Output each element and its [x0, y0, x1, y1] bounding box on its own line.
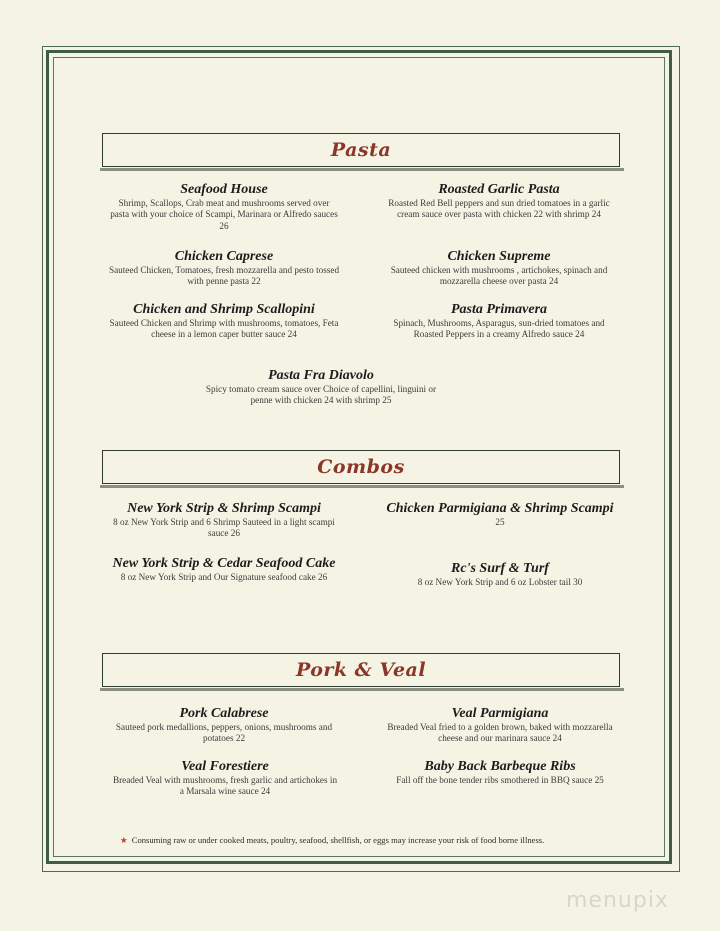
- menu-item-chicken-parmigiana-shrimp-scampi: [384, 500, 616, 528]
- menu-item-veal-forestiere: [112, 758, 338, 798]
- item-name: Chicken and Shrimp Scallopini: [133, 302, 315, 317]
- section-title-pork-veal: Pork & Veal: [295, 659, 427, 681]
- asterisk-icon: ★: [120, 835, 128, 845]
- section-title-combos: Combos: [317, 456, 405, 478]
- item-name: Rc's Surf & Turf: [451, 561, 549, 576]
- item-name: Veal Parmigiana: [451, 706, 549, 721]
- item-description: Breaded Veal with mushrooms, fresh garlic and artichokes in a Marsala wine sauce 24: [112, 775, 338, 797]
- section-title-pasta: Pasta: [330, 139, 392, 161]
- item-name: Seafood House: [180, 182, 268, 197]
- menu-item-veal-parmigiana: [384, 705, 616, 745]
- item-name: Chicken Caprese: [174, 249, 274, 264]
- menu-item-pork-calabrese: [108, 705, 340, 745]
- menu-item-chicken-supreme: [380, 248, 618, 288]
- item-description: Spicy tomato cream sauce over Choice of capellini, linguini or penne with chicken 24 with shrimp 25: [205, 384, 437, 406]
- menu-item-pasta-fra-diavolo: [205, 367, 437, 407]
- item-description: 25: [495, 517, 505, 527]
- menu-item-pasta-primavera: [380, 301, 618, 341]
- item-description: 8 oz New York Strip and 6 oz Lobster tail 30: [417, 577, 583, 587]
- menu-item-rcs-surf-turf: [384, 560, 616, 588]
- section-banner-combos: [102, 450, 620, 484]
- section-banner-pork-veal: [102, 653, 620, 687]
- item-description: Shrimp, Scallops, Crab meat and mushrooms served over pasta with your choice of Scampi, Marinara or Alfredo sauces 26: [110, 198, 338, 231]
- item-name: Veal Forestiere: [181, 759, 269, 774]
- item-name: Chicken Parmigiana & Shrimp Scampi: [386, 501, 614, 516]
- item-name: Pasta Fra Diavolo: [268, 368, 374, 383]
- item-name: Pork Calabrese: [179, 706, 269, 721]
- item-description: Fall off the bone tender ribs smothered in BBQ sauce 25: [396, 775, 604, 785]
- item-name: New York Strip & Shrimp Scampi: [127, 501, 321, 516]
- item-description: Spinach, Mushrooms, Asparagus, sun-dried tomatoes and Roasted Peppers in a creamy Alfredo sauce 24: [393, 318, 605, 340]
- item-description: Sauteed pork medallions, peppers, onions, mushrooms and potatoes 22: [115, 722, 333, 744]
- menu-item-chicken-caprese: [108, 248, 340, 288]
- item-description: 8 oz New York Strip and Our Signature seafood cake 26: [120, 572, 328, 582]
- menu-item-roasted-garlic-pasta: [380, 181, 618, 221]
- item-description: Sauteed Chicken and Shrimp with mushrooms, tomatoes, Feta cheese in a lemon caper butter sauce 24: [109, 318, 339, 340]
- menu-item-ny-strip-cedar-seafood-cake: [108, 555, 340, 583]
- item-description: Sauteed Chicken, Tomatoes, fresh mozzarella and pesto tossed with penne pasta 22: [108, 265, 340, 287]
- menu-item-baby-back-ribs: [384, 758, 616, 786]
- item-description: Breaded Veal fried to a golden brown, baked with mozzarella cheese and our marinara sauce 24: [387, 722, 613, 744]
- item-name: Baby Back Barbeque Ribs: [424, 759, 576, 774]
- item-description: Roasted Red Bell peppers and sun dried tomatoes in a garlic cream sauce over pasta with chicken 22 with shrimp 24: [388, 198, 610, 220]
- watermark: menupix: [566, 888, 669, 913]
- item-name: Chicken Supreme: [447, 249, 551, 264]
- item-name: Roasted Garlic Pasta: [438, 182, 560, 197]
- menu-item-ny-strip-shrimp-scampi: [104, 500, 344, 540]
- section-banner-pasta: [102, 133, 620, 167]
- item-description: Sauteed chicken with mushrooms , artichokes, spinach and mozzarella cheese over pasta 24: [390, 265, 608, 287]
- item-name: Pasta Primavera: [450, 302, 548, 317]
- menu-item-chicken-shrimp-scallopini: [104, 301, 344, 341]
- food-safety-notice: [120, 835, 600, 846]
- notice-text: Consuming raw or under cooked meats, poultry, seafood, shellfish, or eggs may increase your risk of food borne illness.: [131, 835, 545, 845]
- item-description: 8 oz New York Strip and 6 Shrimp Sauteed in a light scampi sauce 26: [113, 517, 335, 539]
- item-name: New York Strip & Cedar Seafood Cake: [112, 556, 336, 571]
- menu-item-seafood-house: [108, 181, 340, 232]
